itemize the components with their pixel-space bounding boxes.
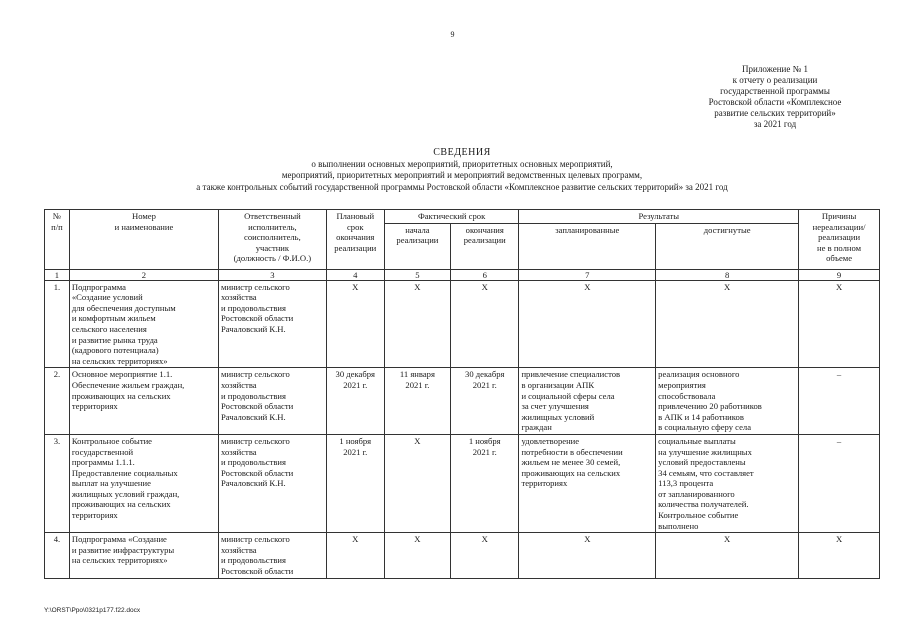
row-reasons: Х <box>799 280 880 368</box>
file-path-footer: Y:\ORST\Ppo\0321p177.f22.docx <box>44 607 141 614</box>
row-actual-end: Х <box>451 280 519 368</box>
row-responsible: министр сельского хозяйства и продовольствия Ростовской области <box>219 533 327 578</box>
header-results-achieved: достигнутые <box>656 223 799 269</box>
column-number: 8 <box>656 269 799 280</box>
header-results-planned: запланированные <box>519 223 656 269</box>
row-num: 1. <box>45 280 70 368</box>
table-row <box>45 533 880 578</box>
header-actual-start: начала реализации <box>384 223 450 269</box>
row-responsible: министр сельского хозяйства и продовольствия Ростовской области Рачаловский К.Н. <box>219 368 327 435</box>
header-results: Результаты <box>519 210 799 224</box>
column-number: 7 <box>519 269 656 280</box>
row-results-achieved: Х <box>656 533 799 578</box>
heading-line: мероприятий, приоритетных мероприятий и мероприятий ведомственных целевых программ, <box>281 170 643 180</box>
table-row <box>45 280 880 368</box>
header-planned-date: Плановый срок окончания реализации <box>326 210 384 270</box>
column-number: 5 <box>384 269 450 280</box>
row-planned-date: Х <box>326 280 384 368</box>
row-planned-date: Х <box>326 533 384 578</box>
table-row <box>45 368 880 435</box>
appendix-note <box>680 64 870 130</box>
row-reasons: – <box>799 434 880 532</box>
row-results-achieved: социальные выплаты на улучшение жилищных условий предоставлены 34 семьям, что составляет 113,3 процента от запланированного количества получателей. Контрольное событие выполнено <box>656 434 799 532</box>
row-results-planned: Х <box>519 533 656 578</box>
row-planned-date: 30 декабря 2021 г. <box>326 368 384 435</box>
row-actual-start: Х <box>384 533 450 578</box>
row-num: 4. <box>45 533 70 578</box>
row-name: Подпрограмма «Создание и развитие инфраструктуры на сельских территориях» <box>69 533 218 578</box>
report-table <box>44 209 880 579</box>
appendix-line: к отчету о реализации <box>732 75 818 85</box>
row-num: 3. <box>45 434 70 532</box>
header-name: Номер и наименование <box>69 210 218 270</box>
row-actual-end: 30 декабря 2021 г. <box>451 368 519 435</box>
row-actual-start: 11 января 2021 г. <box>384 368 450 435</box>
row-results-planned: привлечение специалистов в организации АПК и социальной сферы села за счет улучшения жилищных условий граждан <box>519 368 656 435</box>
document-title: СВЕДЕНИЯ <box>433 147 491 158</box>
heading-line: а также контрольных событий государственной программы Ростовской области «Комплексное развитие сельских территорий» за 2021 год <box>196 181 728 192</box>
row-planned-date: 1 ноября 2021 г. <box>326 434 384 532</box>
appendix-line: государственной программы <box>720 86 830 96</box>
page-number: 9 <box>450 30 455 39</box>
row-actual-start: Х <box>384 280 450 368</box>
row-reasons: – <box>799 368 880 435</box>
appendix-line: развитие сельских территорий» <box>714 108 836 118</box>
row-results-achieved: реализация основного мероприятия способствовала привлечению 20 работников в АПК и 14 работников в социальную сферу села <box>656 368 799 435</box>
row-actual-end: 1 ноября 2021 г. <box>451 434 519 532</box>
row-name: Основное мероприятие 1.1. Обеспечение жильем граждан, проживающих на сельских территориях <box>69 368 218 435</box>
column-number: 2 <box>69 269 218 280</box>
row-responsible: министр сельского хозяйства и продовольствия Ростовской области Рачаловский К.Н. <box>219 434 327 532</box>
row-responsible: министр сельского хозяйства и продовольствия Ростовской области Рачаловский К.Н. <box>219 280 327 368</box>
row-results-planned: Х <box>519 280 656 368</box>
header-reasons: Причины нереализации/ реализации не в полном объеме <box>799 210 880 270</box>
column-number-row <box>45 269 880 280</box>
table-row <box>45 434 880 532</box>
header-num: № п/п <box>45 210 70 270</box>
column-number: 4 <box>326 269 384 280</box>
header-responsible: Ответственный исполнитель, соисполнитель, участник (должность / Ф.И.О.) <box>219 210 327 270</box>
row-reasons: Х <box>799 533 880 578</box>
column-number: 9 <box>799 269 880 280</box>
row-results-achieved: Х <box>656 280 799 368</box>
column-number: 1 <box>45 269 70 280</box>
row-name: Контрольное событие государственной программы 1.1.1. Предоставление социальных выплат на улучшение жилищных условий граждан, проживающих на сельских территориях <box>69 434 218 532</box>
heading-line: о выполнении основных мероприятий, приоритетных основных мероприятий, <box>311 158 613 169</box>
column-number: 6 <box>451 269 519 280</box>
document-heading <box>44 147 880 193</box>
appendix-line: за 2021 год <box>753 119 797 129</box>
column-number: 3 <box>219 269 327 280</box>
row-name: Подпрограмма «Создание условий для обеспечения доступным и комфортным жильем сельского населения и развитие рынка труда (кадрового потенциала) на сельских территориях» <box>69 280 218 368</box>
row-results-planned: удовлетворение потребности в обеспечении жильем не менее 30 семей, проживающих на сельских территориях <box>519 434 656 532</box>
row-num: 2. <box>45 368 70 435</box>
header-actual-end: окончания реализации <box>451 223 519 269</box>
header-actual-dates: Фактический срок <box>384 210 519 224</box>
appendix-line: Ростовской области «Комплексное <box>708 97 842 107</box>
appendix-line: Приложение № 1 <box>742 64 808 74</box>
row-actual-start: Х <box>384 434 450 532</box>
row-actual-end: Х <box>451 533 519 578</box>
